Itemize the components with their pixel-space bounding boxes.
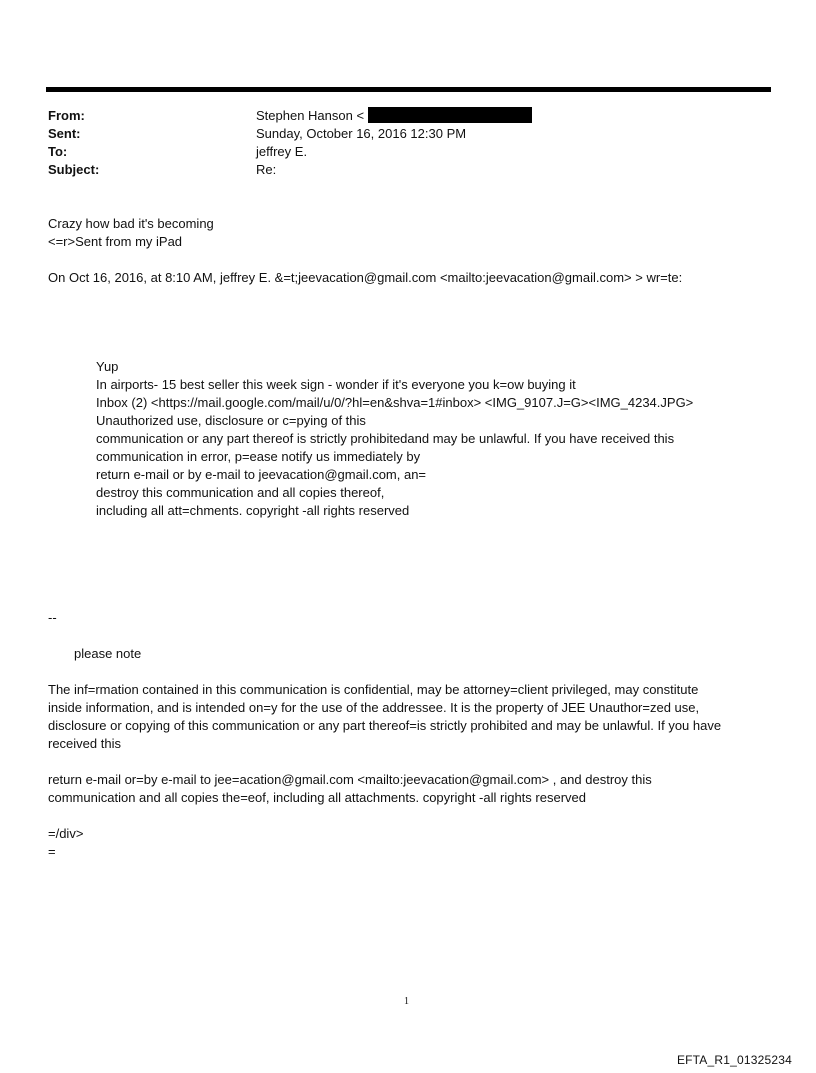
- to-value: jeffrey E.: [256, 144, 308, 159]
- quoted-line: return e-mail or by e-mail to jeevacation@gmail.com, an=: [96, 467, 427, 482]
- notice-line: inside information, and is intended on=y for the use of the addressee. It is the property of JEE Unauthor=zed use,: [48, 700, 700, 715]
- return-line: communication and all copies the=eof, including all attachments. copyright -all rights reserved: [48, 790, 586, 805]
- quoted-line: communication in error, p=ease notify us immediately by: [96, 449, 421, 464]
- body-line-1: Crazy how bad it's becoming: [48, 216, 214, 231]
- page-number: 1: [404, 996, 409, 1007]
- end-tag-1: =/div>: [48, 826, 84, 841]
- notice-line: disclosure or copying of this communication or any part thereof=is strictly prohibited and may be unlawful. If you have: [48, 718, 722, 733]
- sent-value: Sunday, October 16, 2016 12:30 PM: [256, 126, 467, 141]
- quoted-line: including all att=chments. copyright -all rights reserved: [96, 503, 410, 518]
- notice-line: received this: [48, 736, 121, 751]
- from-name: Stephen Hanson <: [256, 108, 365, 123]
- please-note: please note: [74, 646, 142, 661]
- subject-label: Subject:: [48, 162, 100, 177]
- bates-number: EFTA_R1_01325234: [676, 1053, 792, 1067]
- signature-dashes: --: [48, 610, 57, 625]
- quote-intro: On Oct 16, 2016, at 8:10 AM, jeffrey E. &=t;jeevacation@gmail.com <mailto:jeevacation@gmail.com> > wr=te:: [48, 270, 683, 285]
- redaction-box: [368, 107, 532, 123]
- quoted-line: destroy this communication and all copies thereof,: [96, 485, 385, 500]
- from-value: [256, 107, 532, 125]
- quoted-line: Inbox (2) <https://mail.google.com/mail/u/0/?hl=en&shva=1#inbox> <IMG_9107.J=G><IMG_4234.JPG>: [96, 395, 694, 410]
- quoted-line: communication or any part thereof is strictly prohibitedand may be unlawful. If you have received this: [96, 431, 675, 446]
- return-line: return e-mail or=by e-mail to jee=acation@gmail.com <mailto:jeevacation@gmail.com> , and destroy this: [48, 772, 652, 787]
- sent-label: Sent:: [48, 126, 81, 141]
- header-rule: [46, 87, 771, 92]
- quoted-line: Yup: [96, 359, 119, 374]
- to-label: To:: [48, 144, 68, 159]
- quoted-line: In airports- 15 best seller this week sign - wonder if it's everyone you k=ow buying it: [96, 377, 576, 392]
- notice-line: The inf=rmation contained in this communication is confidential, may be attorney=client privileged, may constitute: [48, 682, 699, 697]
- body-line-2: <=r>Sent from my iPad: [48, 234, 183, 249]
- quoted-line: Unauthorized use, disclosure or c=pying of this: [96, 413, 366, 428]
- from-label: From:: [48, 108, 85, 123]
- end-tag-2: =: [48, 844, 56, 859]
- subject-value: Re:: [256, 162, 277, 177]
